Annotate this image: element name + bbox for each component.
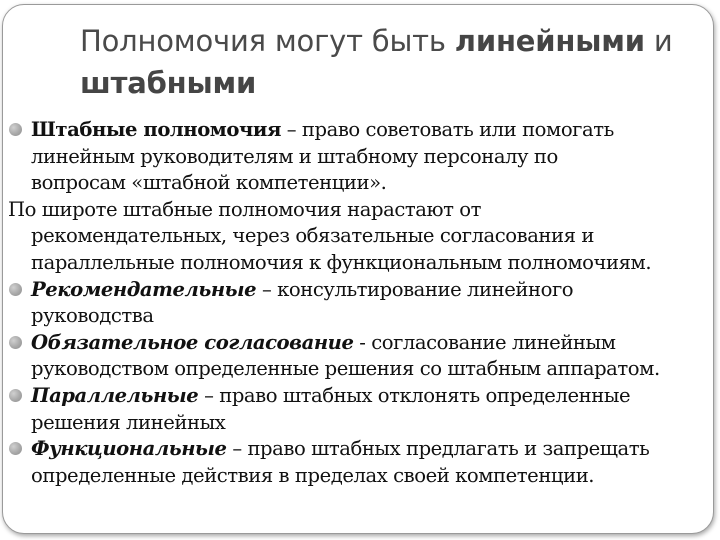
text-line: вопросам «штабной компетенции». (31, 171, 387, 195)
title-text: Полномочия могут быть (80, 24, 455, 58)
bullet-icon (9, 389, 22, 402)
paragraph-scope (8, 197, 718, 277)
text-line: Штабные полномочия – право советовать или помогать (31, 118, 614, 141)
term-parallel: Параллельные (31, 383, 199, 407)
list-item-mandatory-approval (8, 330, 718, 383)
bullet-icon (9, 123, 22, 136)
text-line: По широте штабные полномочия нарастают от (8, 197, 481, 221)
slide-title (80, 20, 680, 104)
list-item-functional (8, 436, 718, 489)
term-functional: Функциональные (31, 437, 227, 461)
title-bold-staff: штабными (80, 66, 257, 100)
bullet-icon (9, 283, 22, 296)
term-recommendatory: Рекомендательные (31, 277, 257, 301)
text-line: линейным руководителям и штабному персоналу по (31, 144, 558, 168)
list-item-staff-authority (8, 117, 718, 197)
text-line: определенные действия в пределах своей компетенции. (31, 463, 595, 487)
text-line: Рекомендательные – консультирование линейного (31, 277, 574, 301)
term-mandatory-approval: Обязательное согласование (31, 330, 354, 354)
title-text-and: и (644, 24, 673, 58)
list-item-recommendatory (8, 277, 718, 330)
title-bold-linear: линейными (454, 24, 645, 58)
text-line: параллельные полномочия к функциональным полномочиям. (31, 250, 652, 274)
text-line: рекомендательных, через обязательные согласования и (31, 224, 594, 248)
text-line: Параллельные – право штабных отклонять определенные (31, 383, 631, 407)
term-staff-authority: Штабные полномочия (31, 118, 281, 141)
text-line: Функциональные – право штабных предлагать и запрещать (31, 437, 650, 461)
text-line: руководства (31, 304, 154, 328)
slide-content (8, 117, 718, 489)
text-line: руководством определенные решения со штабным аппаратом. (31, 357, 660, 381)
list-item-parallel (8, 383, 718, 436)
text-line: Обязательное согласование - согласование линейным (31, 330, 616, 354)
bullet-icon (9, 442, 22, 455)
text-line: решения линейных (31, 410, 226, 434)
bullet-icon (9, 336, 22, 349)
